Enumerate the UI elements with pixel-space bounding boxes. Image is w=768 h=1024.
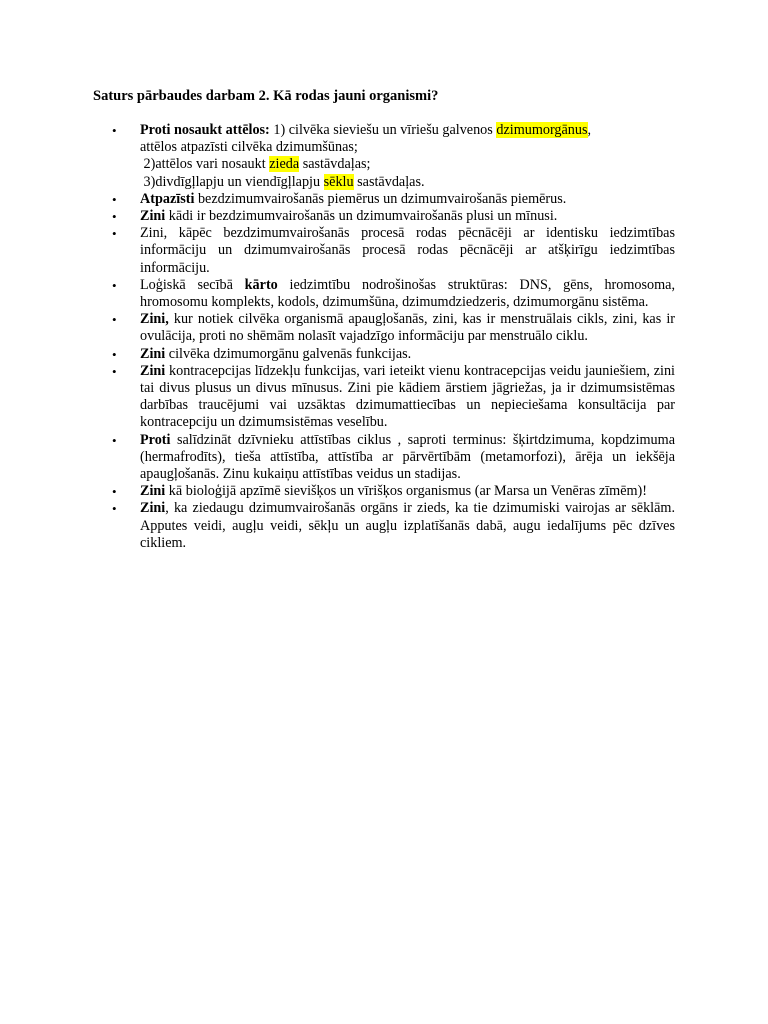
item-text: 1) cilvēka sieviešu un vīriešu galvenos: [269, 122, 497, 138]
item-text: 3)divdīgļlapju un viendīgļlapju: [140, 173, 324, 190]
item-text: sastāvdaļas.: [353, 173, 425, 190]
item-lead: kārto: [244, 276, 278, 293]
list-item: [112, 432, 675, 484]
item-line: [140, 156, 675, 173]
item-text: bezdzimumvairošanās piemērus un dzimumvairošanās piemērus.: [194, 190, 567, 207]
item-lead: Proti nosaukt attēlos:: [140, 122, 270, 138]
list-item: [112, 225, 675, 277]
item-lead: Zini: [140, 362, 166, 379]
bullet-icon: •: [112, 277, 117, 293]
bullet-icon: •: [112, 312, 117, 328]
item-lead: Zini: [140, 208, 166, 225]
item-lead: Zini: [140, 483, 166, 500]
item-text: kontracepcijas līdzekļu funkcijas, vari ieteikt vienu kontracepcijas veidu jauniešiem, zini tai divus plusus un divus mīnusus. Zini pie kādiem ārstiem jāgriežas, ja ir dzimumsistēmas darbības traucējumi vai uzsāktas dzimumattiecības un nepieciešama konsultācija par kontracepciju un dzimumsistēmas veselību.: [140, 362, 675, 431]
bullet-icon: •: [112, 501, 117, 517]
item-line: [140, 174, 675, 191]
item-line: [140, 122, 675, 139]
item-text: kādi ir bezdzimumvairošanās un dzimumvairošanās plusi un mīnusi.: [165, 208, 558, 225]
bullet-icon: •: [112, 363, 117, 379]
item-lead: Zini: [140, 345, 166, 362]
item-text: , ka ziedaugu dzimumvairošanās orgāns ir zieds, ka tie dzimumiski vairojas ar sēklām. Apputes veidi, augļu veidi, sēkļu un augļu izplatīšanās dabā, augu iedalījums pēc dzīves cikliem.: [140, 500, 675, 551]
list-item: [112, 122, 675, 191]
item-text: 2)attēlos vari nosaukt: [140, 156, 270, 173]
item-text: salīdzināt dzīvnieku attīstības ciklus , saproti terminus: šķirtdzimuma, kopdzimuma (hermafrodīts), tieša attīstība, attīstība ar pārvērtībām (metamorfozi), ārēja un iekšēja apaugļošanās. Zinu kukaiņu attīstības veidus un stadijas.: [140, 431, 675, 483]
list-item: [112, 208, 675, 225]
list-item: [112, 363, 675, 432]
bullet-icon: •: [112, 432, 117, 448]
bullet-icon: •: [112, 346, 117, 362]
list-item: [112, 311, 675, 345]
highlighted-term: sēklu: [323, 173, 354, 190]
item-line: attēlos atpazīsti cilvēka dzimumšūnas;: [140, 139, 358, 156]
highlighted-term: zieda: [269, 156, 300, 173]
item-text: sastāvdaļas;: [299, 156, 371, 173]
bullet-icon: •: [112, 484, 117, 500]
item-lead: Proti: [140, 431, 171, 448]
bullet-icon: •: [112, 209, 117, 225]
item-text: ,: [587, 122, 592, 138]
item-lead: Atpazīsti: [140, 190, 195, 207]
item-lead: Zini: [140, 500, 166, 517]
list-item: [112, 346, 675, 363]
document-title: Saturs pārbaudes darbam 2. Kā rodas jauni organismi?: [93, 88, 439, 104]
list-item: [112, 191, 675, 208]
list-item: [112, 277, 675, 311]
list-item: [112, 500, 675, 552]
bullet-icon: •: [112, 123, 117, 138]
item-lead: Zini,: [140, 311, 169, 328]
bullet-icon: •: [112, 191, 117, 207]
item-text: cilvēka dzimumorgānu galvenās funkcijas.: [165, 345, 412, 362]
item-text: kur notiek cilvēka organismā apaugļošanās, zini, kas ir menstruālais cikls, zini, kas ir ovulācija, proti no shēmām nolasīt vajadzīgo informāciju par menstruālo ciklu.: [140, 311, 675, 345]
requirements-list: [112, 122, 675, 552]
bullet-icon: •: [112, 226, 117, 242]
item-text: kā bioloģijā apzīmē sievišķos un vīrišķos organismus (ar Marsa un Venēras zīmēm)!: [165, 483, 647, 500]
highlighted-term: dzimumorgānus: [496, 122, 588, 138]
list-item: [112, 483, 675, 500]
item-text: iedzimtību nodrošinošas struktūras: DNS, gēns, hromosoma, hromosomu komplekts, kodols, dzimumšūna, dzimumdziedzeris, dzimumorgānu sistēma.: [140, 276, 675, 311]
item-text: Loģiskā secībā: [140, 276, 245, 293]
item-text: Zini, kāpēc bezdzimumvairošanās procesā rodas pēcnācēji ar identisku iedzimtības informāciju un dzimumvairošanās procesā rodas pēcnācēji ar atšķirīgu iedzimtības informāciju.: [140, 225, 675, 276]
